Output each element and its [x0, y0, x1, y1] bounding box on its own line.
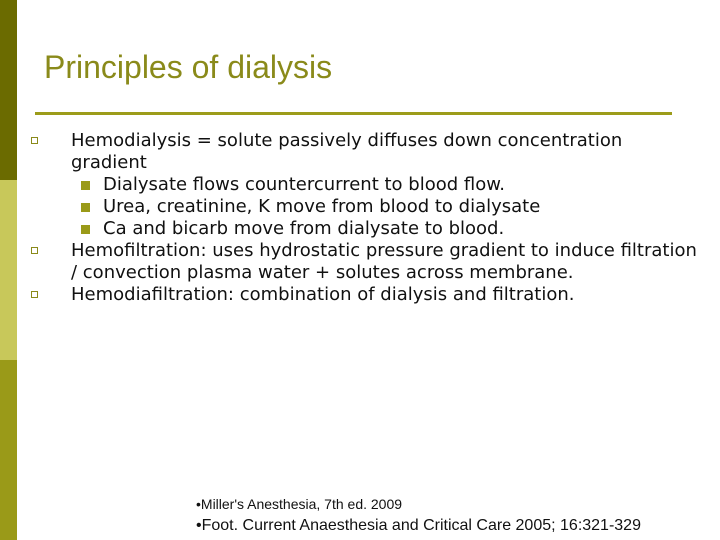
bullet-item-hemofiltration — [30, 240, 700, 284]
reference-miller: •Miller's Anesthesia, 7th ed. 2009 — [196, 496, 403, 512]
sub-bullet-item — [30, 196, 700, 218]
left-stripe-middle — [0, 180, 17, 360]
left-stripe-bottom — [0, 360, 17, 540]
hollow-square-bullet-icon — [31, 137, 38, 144]
filled-square-bullet-icon — [81, 225, 90, 234]
filled-square-bullet-icon — [81, 181, 90, 190]
bullet-text: Hemodiafiltration: combination of dialysis and filtration. — [71, 284, 575, 305]
filled-square-bullet-icon — [81, 203, 90, 212]
left-stripe-top — [0, 0, 17, 180]
bullet-list — [30, 130, 700, 306]
sub-bullet-item — [30, 218, 700, 240]
hollow-square-bullet-icon — [31, 291, 38, 298]
bullet-text: Hemofiltration: uses hydrostatic pressure gradient to induce filtration / convection plasma water + solutes across membrane. — [71, 240, 697, 283]
hollow-square-bullet-icon — [31, 247, 38, 254]
reference-foot: •Foot. Current Anaesthesia and Critical Care 2005; 16:321-329 — [196, 517, 641, 534]
bullet-item-hemodialysis — [30, 130, 700, 174]
sub-bullet-item — [30, 174, 700, 196]
sub-bullet-text: Urea, creatinine, K move from blood to dialysate — [103, 196, 541, 217]
bullet-item-hemodiafiltration — [30, 284, 700, 306]
sub-bullet-text: Dialysate flows countercurrent to blood flow. — [103, 174, 506, 195]
title-underline — [35, 112, 672, 115]
references — [196, 494, 641, 538]
slide-title: Principles of dialysis — [44, 49, 333, 85]
sub-bullet-text: Ca and bicarb move from dialysate to blood. — [103, 218, 505, 239]
bullet-text: Hemodialysis = solute passively diffuses down concentration gradient — [71, 130, 623, 173]
